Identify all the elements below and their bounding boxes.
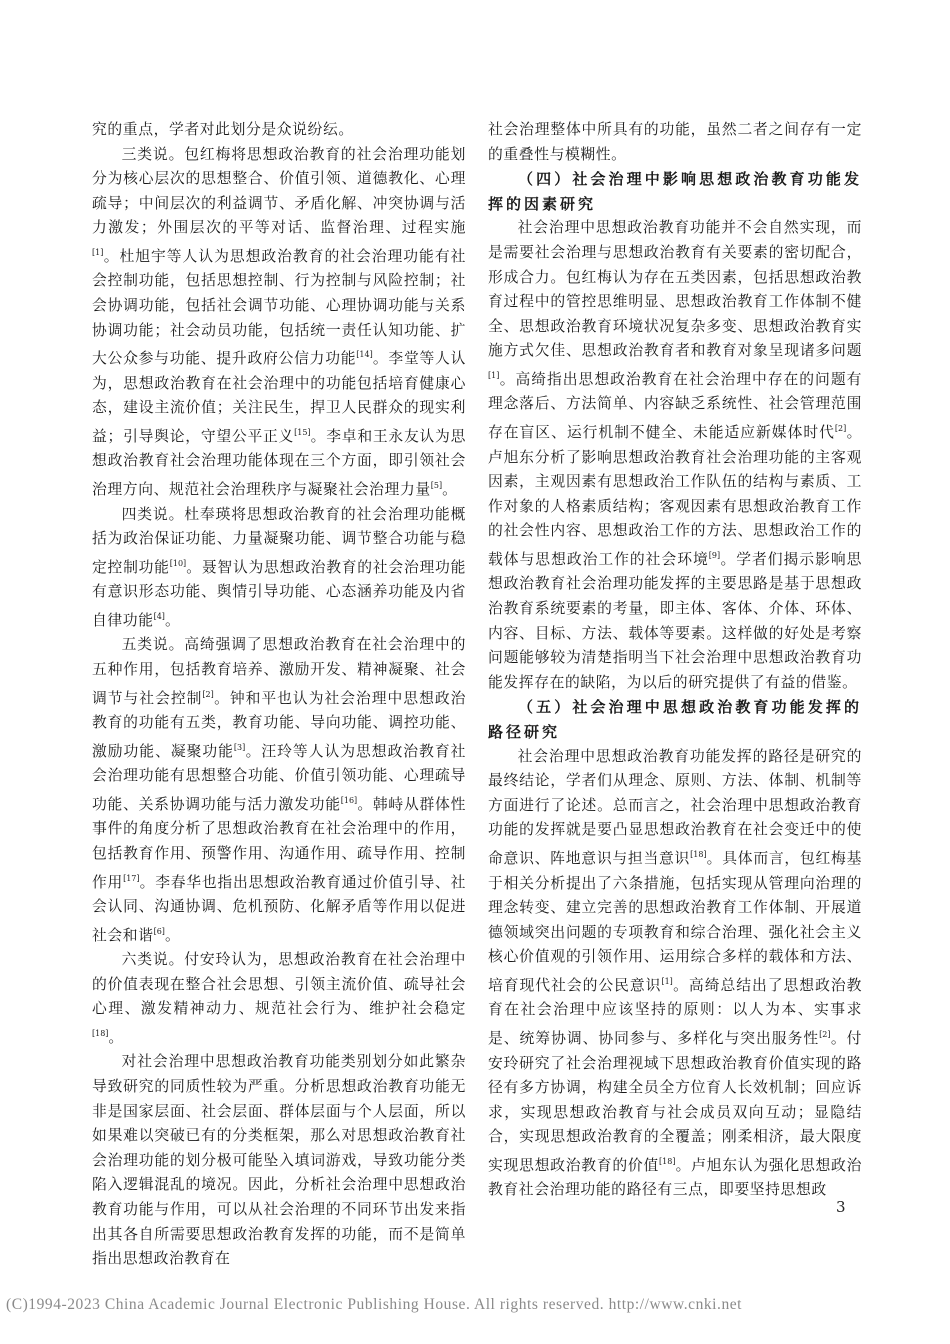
citation-ref: [17] — [123, 873, 140, 883]
left-column — [92, 118, 466, 1272]
body-paragraph: 六类说。付安玲认为，思想政治教育在社会治理中的价值表现在整合社会思想、引领主流价值、疏导社会心理、激发精神动力、规范社会行为、维护社会稳定[18]。 — [92, 951, 466, 1046]
citation-ref: [1] — [488, 370, 500, 380]
citation-ref: [2] — [202, 689, 214, 699]
citation-ref: [18] — [659, 1156, 676, 1166]
citation-ref: [16] — [340, 795, 358, 805]
body-paragraph: 社会治理中思想政治教育功能发挥的路径是研究的最终结论，学者们从理念、原则、方法、体制、机制等方面进行了论述。总而言之，社会治理中思想政治教育功能的发挥就是要凸显思想政治教育在社会变迁中的使命意识、阵地意识与担当意识[18]。具体而言，包红梅基于相关分析提出了六条措施，包括实现从管理向治理的理念转变、建立完善的思想政治教育工作体制、开展道德领域突出问题的专项教育和综合治理、强化社会主义核心价值观的引领作用、运用综合多样的载体和方法、培育现代社会的公民意识[1]。高绮总结出了思想政治教育在社会治理中应该坚持的原则：以人为本、实事求是、统筹协调、协同参与、多样化与突出服务性[2]。付安玲研究了社会治理视域下思想政治教育价值实现的路径有多方协调，构建全员全方位育人长效机制；回应诉求，实现思想政治教育与社会成员双向互动；显隐结合，实现思想政治教育的全覆盖；刚柔相济，最大限度实现思想政治教育的价值[18]。卢旭东认为强化思想政治教育社会治理功能的路径有三点，即要坚持思想政 — [488, 747, 863, 1199]
citation-ref: [18] — [92, 1028, 109, 1038]
body-paragraph: 四类说。杜奉瑛将思想政治教育的社会治理功能概括为政治保证功能、力量凝聚功能、调节整合功能与稳定控制功能[10]。聂智认为思想政治教育的社会治理功能有意识形态功能、舆情引导功能、心态涵养功能及内省自律功能[4]。 — [92, 505, 466, 629]
citation-ref: [2] — [834, 424, 847, 434]
body-paragraph: 社会治理整体中所具有的功能，虽然二者之间存有一定的重叠性与模糊性。 — [488, 121, 862, 163]
citation-ref: [18] — [690, 849, 707, 859]
page-number: 3 — [836, 1198, 846, 1216]
citation-ref: [4] — [153, 611, 165, 621]
body-paragraph: 究的重点，学者对此划分是众说纷纭。 — [92, 121, 354, 138]
citation-ref: [15] — [294, 427, 311, 437]
body-paragraph: 对社会治理中思想政治教育功能类别划分如此繁杂导致研究的同质性较为严重。分析思想政治教育功能无非是国家层面、社会层面、群体层面与个人层面，所以如果难以突破已有的分类框架，那么对思想政治教育社会治理功能的划分极可能坠入填词游戏，导致功能分类陷入逻辑混乱的境况。因此，分析社会治理中思想政治教育功能与作用，可以从社会治理的不同环节出发来指出其各自所需要思想政治教育发挥的功能，而不是简单指出思想政治教育在 — [92, 1053, 466, 1268]
citation-ref: [14] — [356, 350, 373, 360]
citation-ref: [1] — [92, 247, 104, 257]
citation-ref: [9] — [708, 550, 721, 560]
citation-ref: [3] — [233, 742, 246, 752]
citation-ref: [5] — [430, 481, 443, 491]
section-heading: （五）社会治理中思想政治教育功能发挥的路径研究 — [488, 698, 862, 742]
body-paragraph: 三类说。包红梅将思想政治教育的社会治理功能划分为核心层次的思想整合、价值引领、道德教化、心理疏导；中间层次的利益调节、矛盾化解、冲突协调与活力激发；外围层次的平等对话、监督治理、过程实施[1]。杜旭宇等人认为思想政治教育的社会治理功能有社会控制功能，包括思想控制、行为控制与风险控制；社会协调功能，包括社会调节功能、心理协调功能与关系协调功能；社会动员功能，包括统一责任认知功能、扩大公众参与功能、提升政府公信力功能[14]。李堂等人认为，思想政治教育在社会治理中的功能包括培育健康心态，建设主流价值；关注民生，捍卫人民群众的现实利益；引导舆论，守望公平正义[15]。李卓和王永友认为思想政治教育社会治理功能体现在三个方面，即引领社会治理方向、规范社会治理秩序与凝聚社会治理力量[5]。 — [92, 145, 466, 498]
body-paragraph: 五类说。高绮强调了思想政治教育在社会治理中的五种作用，包括教育培养、激励开发、精神凝聚、社会调节与社会控制[2]。钟和平也认为社会治理中思想政治教育的功能有五类，教育功能、导向功能、调控功能、激励功能、凝聚功能[3]。汪玲等人认为思想政治教育社会治理功能有思想整合功能、价值引领功能、心理疏导功能、关系协调功能与活力激发功能[16]。韩峙从群体性事件的角度分析了思想政治教育在社会治理中的作用，包括教育作用、预警作用、沟通作用、疏导作用、控制作用[17]。李春华也指出思想政治教育通过价值引导、社会认同、沟通协调、危机预防、化解矛盾等作用以促进社会和谐[6]。 — [92, 636, 466, 944]
right-column — [488, 118, 862, 1203]
citation-ref: [1] — [661, 976, 673, 986]
body-paragraph: 社会治理中思想政治教育功能并不会自然实现，而是需要社会治理与思想政治教育有关要素的密切配合，形成合力。包红梅认为存在五类因素，包括思想政治教育过程中的管控思维明显、思想政治教育工作体制不健全、思想政治教育环境状况复杂多变、思想政治教育实施方式欠佳、思想政治教育者和教育对象呈现诸多问题[1]。高绮指出思想政治教育在社会治理中存在的问题有理念落后、方法简单、内容缺乏系统性、社会管理范围存在盲区、运行机制不健全、未能适应新媒体时代[2]。卢旭东分析了影响思想政治教育社会治理功能的主客观因素，主观因素有思想政治工作队伍的结构与素质、工作对象的人格素质结构；客观因素有思想政治教育工作的社会性内容、思想政治工作的方法、思想政治工作的载体与思想政治工作的社会环境[9]。学者们揭示影响思想政治教育社会治理功能发挥的主要思路是基于思想政治教育系统要素的考量，即主体、客体、介体、环体、内容、目标、方法、载体等要素。这样做的好处是考察问题能够较为清楚指明当下社会治理中思想政治教育功能发挥存在的缺陷，为以后的研究提供了有益的借鉴。 — [488, 219, 863, 691]
citation-ref: [2] — [819, 1029, 831, 1039]
section-heading: （四）社会治理中影响思想政治教育功能发挥的因素研究 — [488, 170, 862, 213]
citation-ref: [6] — [153, 926, 165, 936]
citation-ref: [10] — [169, 558, 187, 568]
copyright-footer: (C)1994-2023 China Academic Journal Electronic Publishing House. All rights reserved. http://www.cnki.net — [6, 1296, 743, 1313]
